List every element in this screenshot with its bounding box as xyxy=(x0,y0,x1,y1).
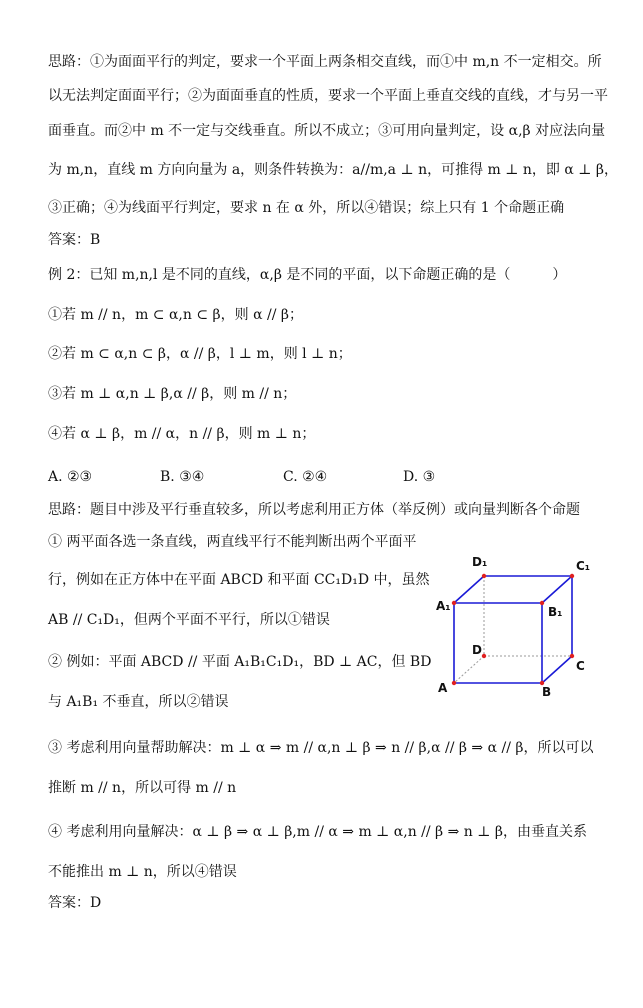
label-c1: C₁ xyxy=(576,559,591,573)
answer-1: 答案：B xyxy=(48,232,101,248)
label-d1: D₁ xyxy=(472,555,488,569)
thought1-line-3: 面垂直。而②中 m 不一定与交线垂直。所以不成立；③可用向量判定，设 α,β 对应法向量 xyxy=(48,123,606,139)
thought2-item4-line2: 不能推出 m ⊥ n，所以④错误 xyxy=(48,864,237,880)
option-a: A. ②③ xyxy=(48,469,93,485)
thought1-line-5: ③正确；④为线面平行判定，要求 n 在 α 外，所以④错误；综上只有 1 个命题正确 xyxy=(48,200,565,216)
label-a: A xyxy=(438,681,448,695)
label-b: B xyxy=(542,685,552,699)
label-d: D xyxy=(472,643,482,657)
thought1-line-4: 为 m,n，直线 m 方向向量为 a，则条件转换为：a//m,a ⊥ n，可推得 m ⊥ n，即 α ⊥ β， xyxy=(48,162,618,178)
example2-stem: 例 2：已知 m,n,l 是不同的直线，α,β 是不同的平面，以下命题正确的是（ ） xyxy=(48,267,567,283)
proposition-3: ③若 m ⊥ α,n ⊥ β,α // β，则 m // n； xyxy=(48,386,297,402)
proposition-4: ④若 α ⊥ β，m // α，n // β，则 m ⊥ n； xyxy=(48,426,316,442)
option-b: B. ③④ xyxy=(160,469,205,485)
thought2-intro: 思路：题目中涉及平行垂直较多，所以考虑利用正方体（举反例）或向量判断各个命题 xyxy=(48,502,580,518)
thought2-item1-line3: AB // C₁D₁，但两个平面不平行，所以①错误 xyxy=(48,612,330,628)
thought2-item1-line1: ① 两平面各选一条直线，两直线平行不能判断出两个平面平 xyxy=(48,534,417,550)
thought2-item3-line2: 推断 m // n，所以可得 m // n xyxy=(48,780,237,796)
cube-diagram xyxy=(428,548,604,700)
answer-2: 答案：D xyxy=(48,895,102,911)
label-a1: A₁ xyxy=(436,599,451,613)
thought2-item2-line1: ② 例如：平面 ABCD // 平面 A₁B₁C₁D₁，BD ⊥ AC，但 BD xyxy=(48,654,432,670)
thought2-item2-line2: 与 A₁B₁ 不垂直，所以②错误 xyxy=(48,694,229,710)
thought2-item1-line2: 行，例如在正方体中在平面 ABCD 和平面 CC₁D₁D 中，虽然 xyxy=(48,572,430,588)
label-b1: B₁ xyxy=(548,605,563,619)
option-c: C. ②④ xyxy=(283,469,328,485)
proposition-1: ①若 m // n，m ⊂ α,n ⊂ β，则 α // β； xyxy=(48,307,303,323)
option-d: D. ③ xyxy=(403,469,436,485)
label-c: C xyxy=(576,659,585,673)
thought2-item4-line1: ④ 考虑利用向量解决：α ⊥ β ⇒ α ⊥ β,m // α ⇒ m ⊥ α,n // β ⇒ n ⊥ β，由垂直关系 xyxy=(48,824,587,840)
proposition-2: ②若 m ⊂ α,n ⊂ β，α // β，l ⊥ m，则 l ⊥ n； xyxy=(48,346,352,362)
thought1-line-1: 思路：①为面面平行的判定，要求一个平面上两条相交直线，而①中 m,n 不一定相交。所 xyxy=(48,54,602,70)
thought2-item3-line1: ③ 考虑利用向量帮助解决：m ⊥ α ⇒ m // α,n ⊥ β ⇒ n // β,α // β ⇒ α // β，所以可以 xyxy=(48,740,594,756)
thought1-line-2: 以无法判定面面平行；②为面面垂直的性质，要求一个平面上垂直交线的直线，才与另一平 xyxy=(48,88,608,104)
